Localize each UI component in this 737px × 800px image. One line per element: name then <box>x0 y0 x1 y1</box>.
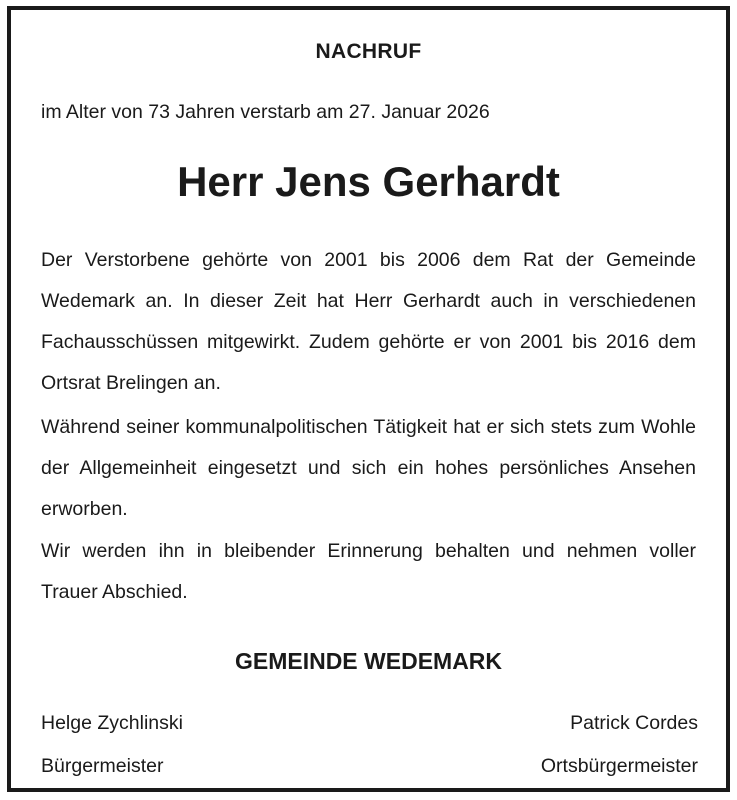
paragraph-career: Der Verstorbene gehörte von 2001 bis 2006 dem Rat der Gemeinde Wedemark an. In dieser Zeit hat Herr Gerhardt auch in verschiedenen Fachausschüssen mitgewirkt. Zudem gehörte er von 2001 bis 2016 dem Ortsrat Brelingen an. <box>41 249 696 394</box>
signatory-name: Patrick Cordes <box>570 712 698 734</box>
organization-name: GEMEINDE WEDEMARK <box>234 648 503 674</box>
obituary-notice <box>7 6 730 792</box>
signatory-title: Bürgermeister <box>41 755 164 777</box>
paragraph-farewell: Wir werden ihn in bleibender Erinnerung behalten und nehmen voller Trauer Abschied. <box>41 540 696 603</box>
signatory-name: Helge Zychlinski <box>41 712 183 734</box>
notice-heading: NACHRUF <box>315 40 422 63</box>
age-date-line: im Alter von 73 Jahren verstarb am 27. Januar 2026 <box>41 101 490 123</box>
signatory-title: Ortsbürgermeister <box>540 755 698 777</box>
signatory-right <box>541 702 698 788</box>
paragraph-tribute: Während seiner kommunalpolitischen Tätigkeit hat er sich stets zum Wohle der Allgemeinheit eingesetzt und sich ein hohes persönliches Ansehen erworben. <box>41 416 696 520</box>
signatory-left <box>41 702 183 788</box>
deceased-name: Herr Jens Gerhardt <box>177 158 560 205</box>
